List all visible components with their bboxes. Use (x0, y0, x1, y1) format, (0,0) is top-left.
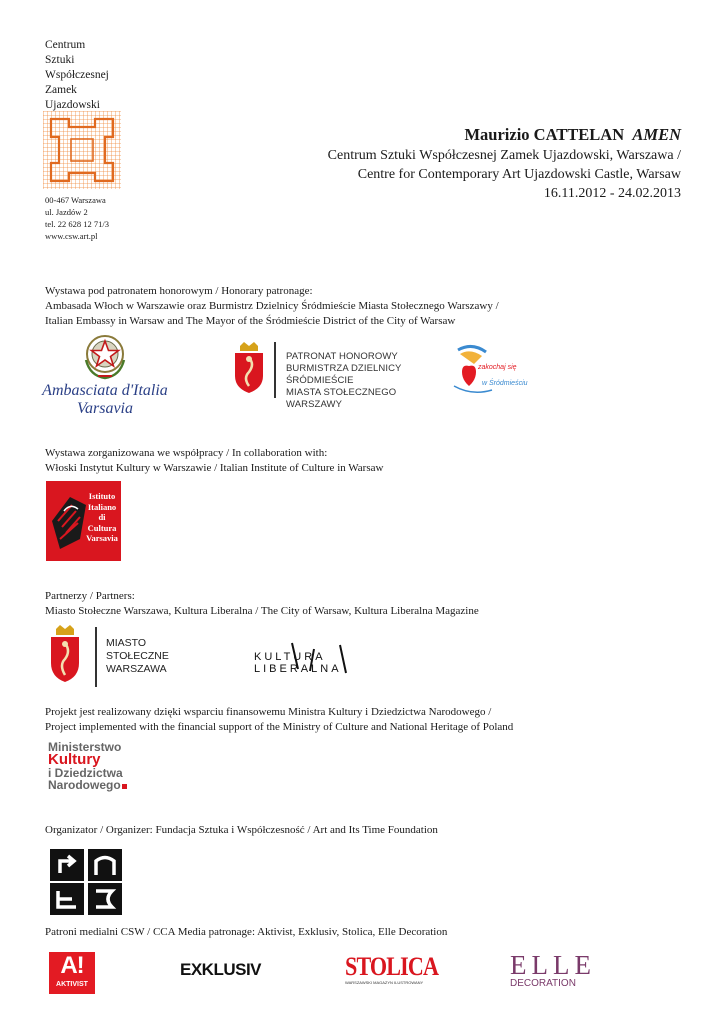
mayor-logo-line: BURMISTRZA DZIELNICY ŚRÓDMIEŚCIE (286, 363, 402, 386)
organizer-line: Organizator / Organizer: Fundacja Sztuka i Współczesność / Art and Its Time Foundation (45, 824, 438, 836)
ministry-line-en: Project implemented with the financial support of the Ministry of Culture and National Heritage of Poland (45, 721, 514, 733)
district-logo-line: w Śródmieściu (482, 380, 528, 387)
org-line: Centrum (45, 39, 86, 51)
exklusiv-logo: EXKLUSIV (180, 960, 262, 979)
mayor-logo-line: MIASTA STOŁECZNEGO WARSZAWY (286, 387, 397, 410)
ministry-section (45, 705, 513, 735)
address (45, 194, 109, 242)
kultura-liberalna-text: KULTURA LIBERALNA (254, 651, 342, 675)
address-line: 00-467 Warszawa (45, 195, 106, 205)
elle-text: ELLE (510, 950, 596, 980)
ministry-logo-line: i Dziedzictwa (48, 766, 123, 780)
address-line: ul. Jazdów 2 (45, 207, 88, 217)
stolica-tagline: WARSZAWSKI MAGAZYN ILUSTROWANY (345, 980, 424, 985)
org-name (45, 38, 109, 113)
org-line: Ujazdowski (45, 99, 100, 111)
institute-logo-line: Istituto (88, 491, 116, 501)
address-line: tel. 22 628 12 71/3 (45, 219, 109, 229)
institute-logo-line: Cultura (87, 522, 117, 533)
partners-line: Miasto Stołeczne Warszawa, Kultura Liberalna / The City of Warsaw, Kultura Liberalna Magazine (45, 605, 479, 617)
org-line: Współczesnej (45, 69, 109, 81)
partners-section (45, 589, 479, 619)
aktivist-text: AKTIVIST (56, 981, 88, 988)
org-line: Sztuki (45, 54, 75, 66)
city-logo-line: MIASTO (106, 637, 147, 649)
aktivist-mark: A! (60, 952, 84, 979)
stolica-text: STOLICA (345, 952, 439, 981)
decoration-text: DECORATION (510, 978, 576, 989)
warsaw-crest-icon (232, 342, 266, 394)
media-line: Patroni medialni CSW / CCA Media patronage: Aktivist, Exklusiv, Stolica, Elle Decoration (45, 926, 448, 938)
artist-name: Maurizio CATTELAN (464, 125, 625, 144)
city-logo-line: WARSZAWA (106, 663, 167, 675)
patronage-section (45, 284, 499, 329)
aktivist-logo (49, 952, 95, 994)
warsaw-crest-icon (48, 625, 82, 683)
ministry-logo-line: Kultury (48, 751, 101, 768)
ministry-logo (48, 741, 148, 793)
institute-graphic-icon (50, 491, 88, 553)
patronage-line-en: Italian Embassy in Warsaw and The Mayor of the Śródmieście District of the City of Warsaw (45, 315, 456, 327)
exhibition-title (328, 124, 681, 146)
collaboration-heading: Wystawa zorganizowana we współpracy / In collaboration with: (45, 447, 328, 459)
foundation-logo (50, 849, 124, 915)
mayor-patronage-logo (232, 342, 442, 410)
patronage-line-pl: Ambasada Włoch w Warszawie oraz Burmistrz Dzielnicy Śródmieście Miasta Stołecznego Warszawy / (45, 300, 499, 312)
kultura-liberalna-logo (252, 641, 392, 675)
exhibition-dates: 16.11.2012 - 24.02.2013 (543, 186, 681, 201)
institute-logo-line: Italiano (87, 501, 117, 512)
embassy-logo-city: Varsavia (77, 400, 133, 417)
district-logo-line: zakochaj się (478, 364, 517, 371)
venue-en: Centre for Contemporary Art Ujazdowski Castle, Warsaw (357, 167, 681, 182)
partners-heading: Partnerzy / Partners: (45, 590, 135, 602)
mayor-logo-line: PATRONAT HONOROWY (286, 351, 398, 362)
media-section (45, 925, 447, 940)
warsaw-city-logo (48, 625, 178, 689)
italian-institute-logo (46, 481, 121, 561)
org-line: Zamek (45, 84, 77, 96)
collaboration-section (45, 446, 383, 476)
ministry-line-pl: Projekt jest realizowany dzięki wsparciu finansowemu Ministra Kultury i Dziedzictwa Narodowego / (45, 706, 492, 718)
organizer-section (45, 823, 438, 838)
institute-logo-line: di (98, 512, 106, 522)
stolica-logo (345, 952, 439, 990)
ministry-dot-icon (122, 784, 127, 789)
venue-pl: Centrum Sztuki Współczesnej Zamek Ujazdowski, Warszawa / (327, 148, 681, 163)
collaboration-line: Włoski Instytut Kultury w Warszawie / Italian Institute of Culture in Warsaw (45, 462, 384, 474)
website-link[interactable]: www.csw.art.pl (45, 231, 98, 241)
patronage-heading: Wystawa pod patronatem honorowym / Honorary patronage: (45, 285, 313, 297)
elle-decoration-logo (510, 950, 596, 992)
exhibition-name: AMEN (632, 125, 681, 144)
district-logo (452, 342, 532, 398)
city-logo-line: STOŁECZNE (106, 650, 169, 662)
embassy-logo-text: Ambasciata d'Italia (42, 382, 168, 399)
castle-logo (43, 111, 121, 189)
institute-logo-line: Varsavia (86, 533, 118, 543)
ministry-logo-line: Ministerstwo (48, 740, 122, 754)
ministry-logo-line: Narodowego (48, 778, 121, 792)
italian-emblem-icon (80, 330, 130, 382)
embassy-logo (40, 330, 170, 420)
exhibition-info (328, 124, 681, 203)
